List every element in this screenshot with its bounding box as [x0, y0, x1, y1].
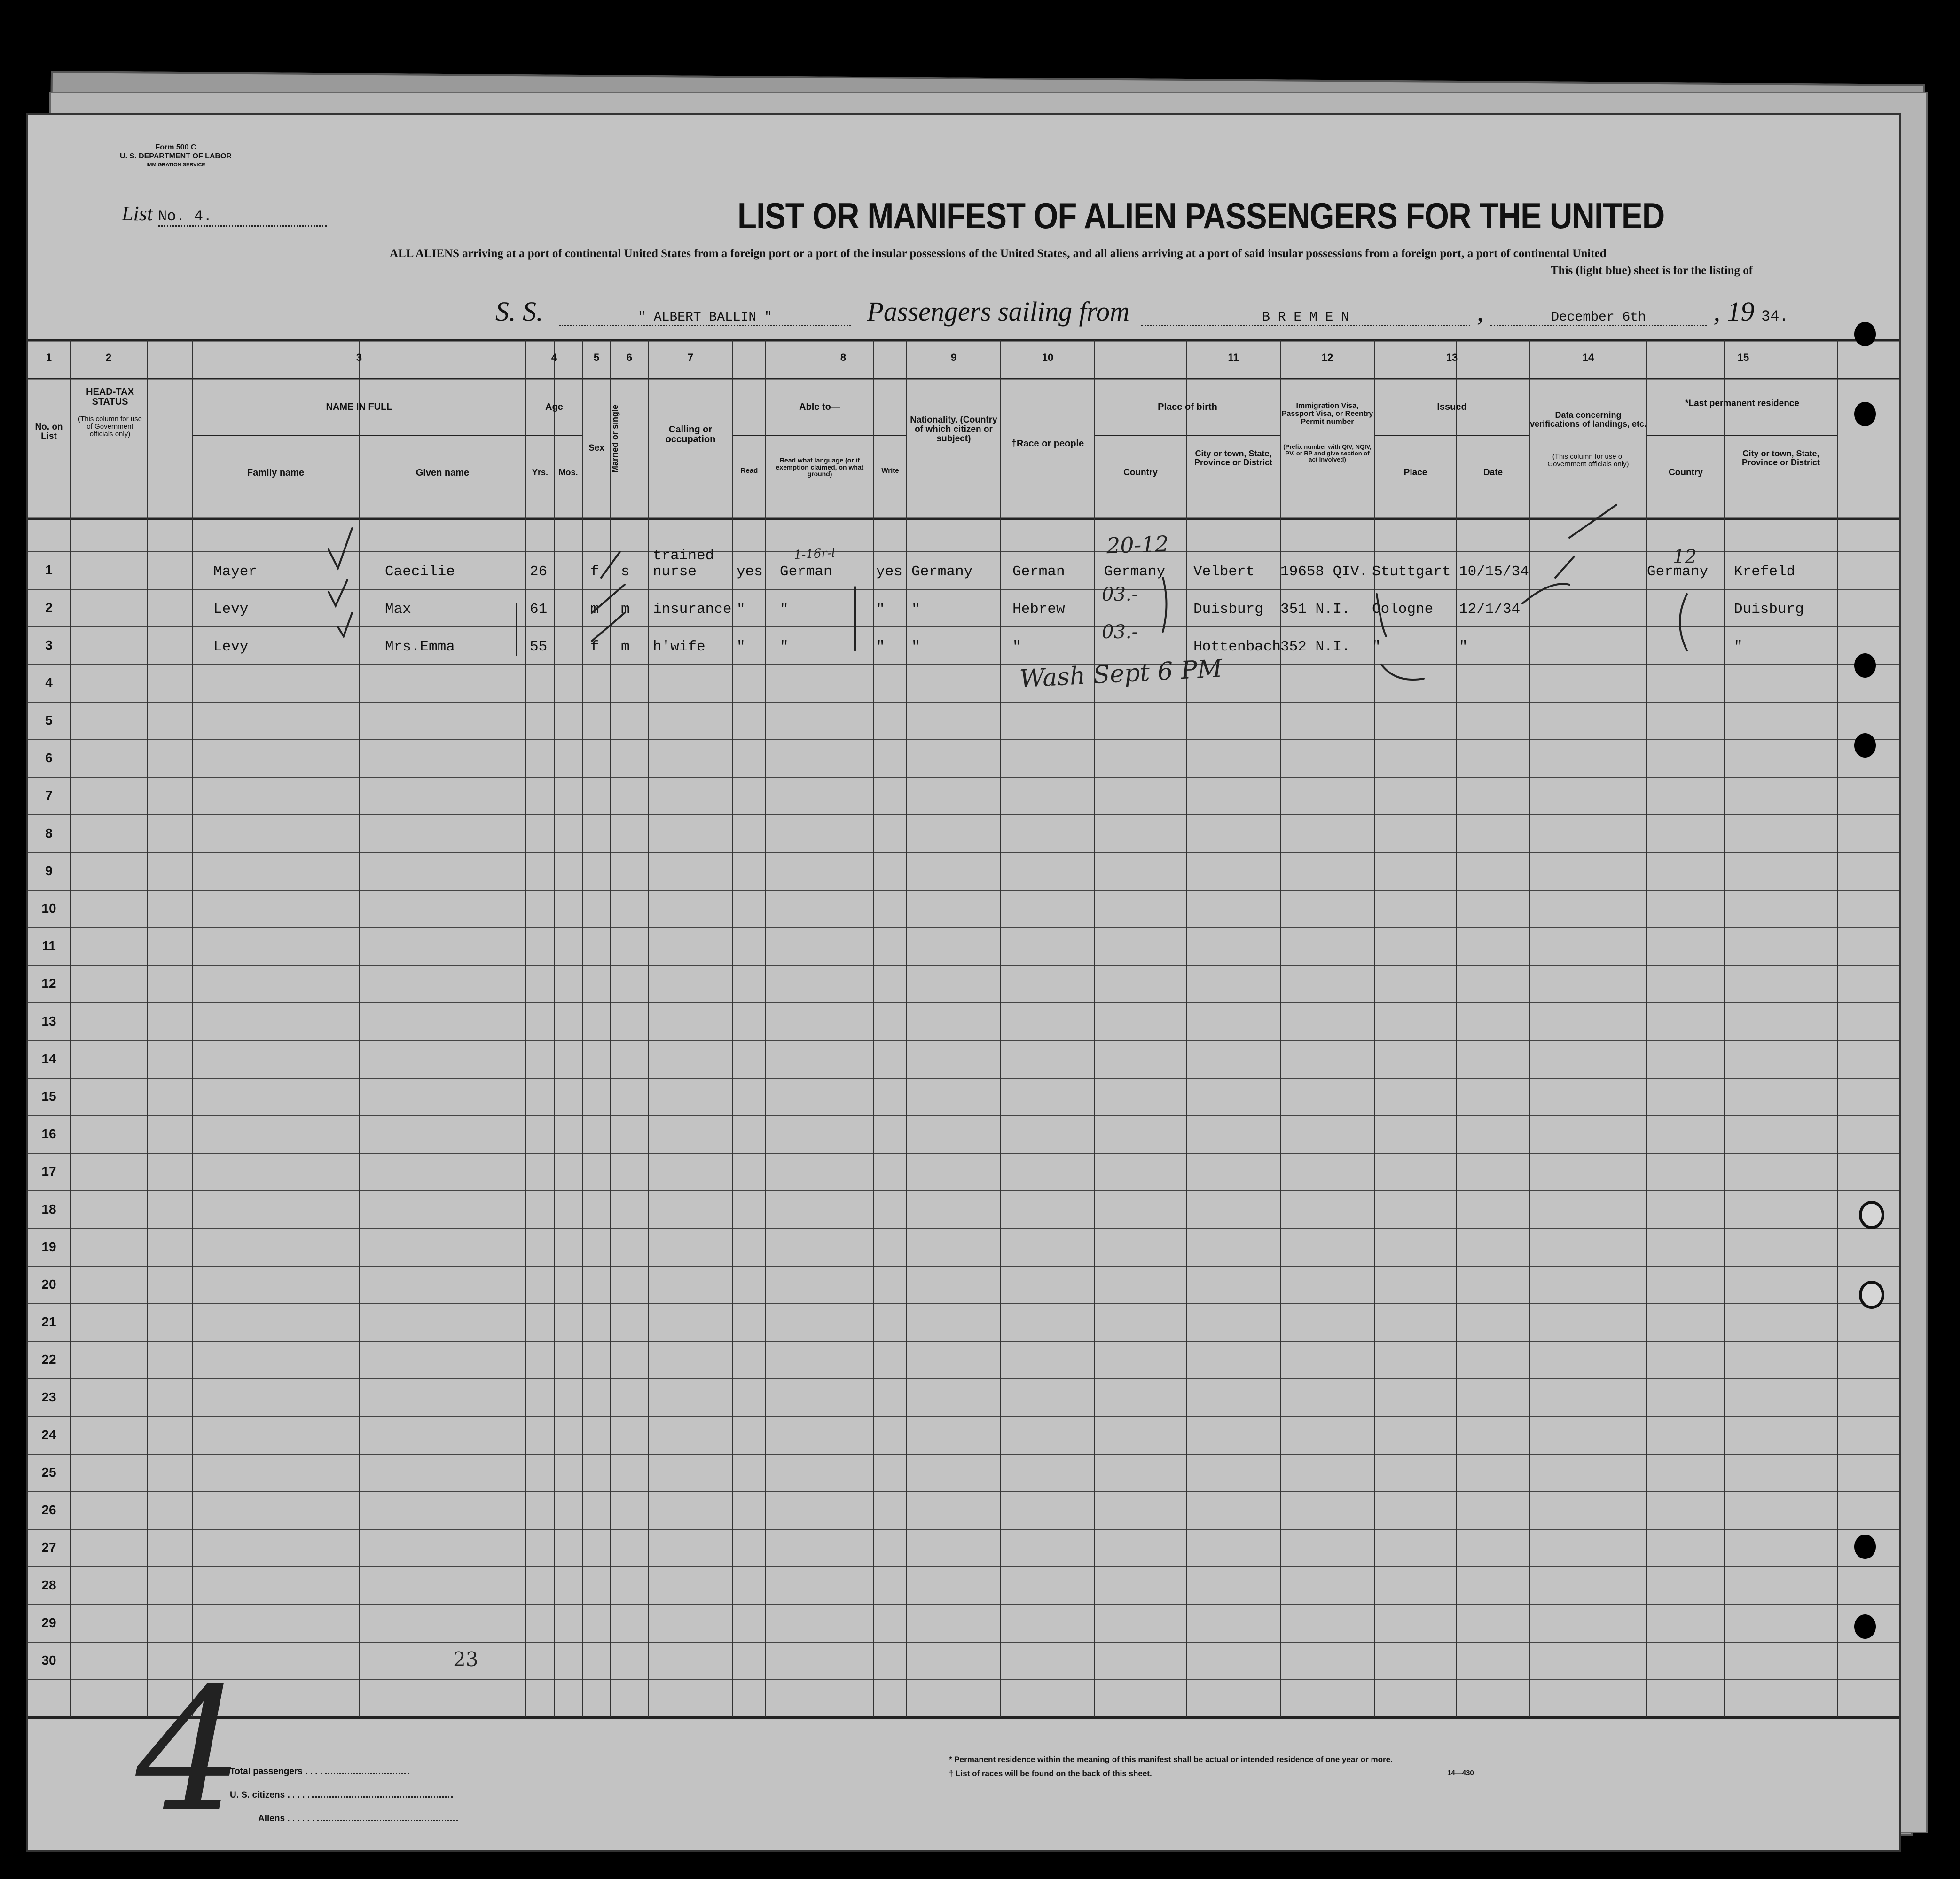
column-number: 7	[687, 352, 694, 363]
cell-family: Levy	[213, 601, 249, 618]
row-number: 13	[41, 1014, 56, 1028]
row-number: 5	[45, 713, 53, 728]
hdr-name-in-full: NAME IN FULL	[326, 402, 392, 412]
footer-note-races: † List of races will be found on the back of this sheet.	[949, 1769, 1152, 1778]
cell-read: yes	[737, 564, 763, 580]
row-number: 9	[45, 863, 53, 878]
hdr-res-country: Country	[1669, 468, 1703, 478]
column-number: 8	[840, 352, 847, 363]
row-number: 4	[45, 675, 53, 690]
column-number: 3	[356, 352, 362, 363]
hdr-married: Married or single	[610, 404, 620, 473]
ship-line: S. S. " ALBERT BALLIN " Passengers sailing from B R E M E N , December 6th , 19 34.	[495, 296, 1788, 327]
list-number: No. 4.	[158, 208, 327, 227]
cell-family: Levy	[213, 639, 249, 655]
handwritten-marks	[28, 115, 1899, 1850]
cell-married: m	[621, 601, 630, 618]
row-number: 2	[45, 600, 53, 615]
hdr-visa: Immigration Visa, Passport Visa, or Reentry Permit number	[1281, 402, 1373, 426]
cell-visa: 352 N.I.	[1280, 639, 1350, 655]
cell-given: Max	[385, 601, 411, 618]
row-number: 17	[41, 1164, 56, 1179]
handwritten-language-note: 1-16r-l	[793, 546, 836, 563]
hdr-write: Write	[881, 467, 899, 475]
hdr-issued-date: Date	[1483, 468, 1503, 478]
hdr-able-to: Able to—	[799, 402, 840, 412]
cell-res-city: Krefeld	[1734, 564, 1795, 580]
binder-hole	[1854, 733, 1876, 758]
cell-occupation: insurance	[653, 601, 732, 618]
cell-married: m	[621, 639, 630, 655]
cell-res-city: Duisburg	[1734, 601, 1804, 618]
cell-birth-city: Hottenbach	[1193, 639, 1281, 655]
binder-hole	[1854, 1535, 1876, 1559]
footer-note-residence: * Permanent residence within the meaning of this manifest shall be actual or intended residence of one year or more.	[949, 1755, 1393, 1764]
cell-read: "	[737, 639, 745, 655]
hdr-given-name: Given name	[416, 468, 470, 478]
footer-aliens: Aliens . . . . . .	[258, 1814, 458, 1824]
cell-age: 55	[530, 639, 548, 655]
sailing-date: December 6th	[1490, 310, 1707, 326]
cell-visa: 351 N.I.	[1280, 601, 1350, 618]
check-mark-row-1	[329, 528, 352, 568]
cell-issued-place: Cologne	[1372, 601, 1434, 618]
column-number: 15	[1737, 352, 1749, 363]
binder-hole	[1854, 322, 1876, 346]
binder-hole	[1854, 1614, 1876, 1639]
hdr-last-residence: *Last permanent residence	[1685, 399, 1799, 408]
hdr-read-what: Read what language (or if exemption claimed, on what ground)	[776, 456, 864, 478]
row-number: 28	[41, 1578, 56, 1592]
row-number: 30	[41, 1653, 56, 1668]
column-number: 11	[1228, 352, 1239, 363]
cell-issued-date: 12/1/34	[1459, 601, 1521, 618]
cell-given: Caecilie	[385, 564, 455, 580]
page-title: LIST OR MANIFEST OF ALIEN PASSENGERS FOR THE UNITED	[737, 195, 1665, 236]
hdr-res-city: City or town, State, Province or District	[1741, 449, 1820, 467]
binder-hole	[1854, 653, 1876, 678]
cell-language: German	[780, 564, 832, 580]
column-number: 12	[1321, 352, 1333, 363]
cell-nationality: "	[911, 639, 920, 655]
cell-write: "	[876, 639, 885, 655]
hdr-issued: Issued	[1437, 402, 1467, 412]
cell-language: "	[780, 639, 789, 655]
cell-write: yes	[876, 564, 902, 580]
cell-race: German	[1012, 564, 1065, 580]
sailing-label: Passengers sailing from	[867, 296, 1130, 327]
row-number: 16	[41, 1127, 56, 1141]
column-number: 2	[105, 352, 112, 363]
subtitle-line-1: ALL ALIENS arriving at a port of continental United States from a foreign port or a port of the insular possessions of the United States, and all aliens arriving at a port of said insular possessions from a foreign port, a port of continental United	[390, 247, 1607, 260]
row-number: 18	[41, 1202, 56, 1216]
binder-hole-empty	[1859, 1201, 1884, 1229]
service: IMMIGRATION SERVICE	[146, 162, 205, 168]
hdr-verifications: Data concerning verifications of landings, etc.	[1529, 410, 1647, 429]
cell-write: "	[876, 601, 885, 618]
column-number: 9	[950, 352, 957, 363]
form-number: Form 500 C	[155, 143, 196, 151]
cell-age: 61	[530, 601, 548, 618]
column-number: 1	[46, 352, 52, 363]
hdr-sex: Sex	[588, 443, 604, 453]
row-number: 6	[45, 751, 53, 765]
handwritten-birth-note: 20-12	[1106, 531, 1169, 559]
hdr-verifications-note: (This column for use of Government officials only)	[1547, 453, 1629, 468]
row-number: 12	[41, 976, 56, 991]
cell-read: "	[737, 601, 745, 618]
column-number: 5	[593, 352, 600, 363]
handwritten-big-four: 4	[136, 1652, 244, 1848]
hdr-mos: Mos.	[558, 468, 578, 477]
hdr-head-tax-note: (This column for use of Government officials only)	[78, 415, 142, 438]
row-number: 20	[41, 1277, 56, 1292]
row-number: 10	[41, 901, 56, 916]
row-number: 1	[45, 563, 53, 577]
handwritten-residence-note: 12	[1673, 546, 1697, 568]
hdr-birth-city: City or town, State, Province or District	[1194, 449, 1273, 467]
ship-name: " ALBERT BALLIN "	[559, 310, 851, 326]
cell-race: "	[1012, 639, 1021, 655]
row-number: 7	[45, 788, 53, 803]
column-number: 13	[1446, 352, 1458, 363]
cell-occupation: nurse	[653, 564, 697, 580]
hdr-nationality: Nationality. (Country of which citizen or subject)	[910, 415, 997, 444]
row-number: 23	[41, 1390, 56, 1404]
year-prefix: 19	[1727, 296, 1755, 327]
hdr-visa-note: (Prefix number with QIV, NQIV, PV, or RP and give section of act involved)	[1283, 443, 1372, 463]
column-number: 14	[1582, 352, 1594, 363]
cell-sex: f	[590, 639, 599, 655]
handwritten-mark-row-3: 03.-	[1102, 621, 1138, 643]
footer-form-code: 14—430	[1447, 1769, 1474, 1777]
handwritten-signature: Wash Sept 6 PM	[1019, 654, 1223, 694]
footer-us-citizens: U. S. citizens . . . . .	[230, 1790, 453, 1801]
cell-res-city: "	[1734, 639, 1743, 655]
hdr-family-name: Family name	[247, 468, 305, 478]
binder-hole-empty	[1859, 1281, 1884, 1309]
cell-occupation: h'wife	[653, 639, 706, 655]
row-number: 27	[41, 1540, 56, 1555]
year-suffix: 34.	[1761, 308, 1788, 325]
check-mark-row-2	[329, 580, 347, 606]
hdr-yrs: Yrs.	[532, 468, 549, 477]
hdr-place-of-birth: Place of birth	[1158, 402, 1217, 412]
column-number: 6	[626, 352, 633, 363]
sailing-port: B R E M E N	[1141, 310, 1470, 326]
cell-occupation-line-1: trained	[653, 548, 714, 564]
column-number: 4	[551, 352, 557, 363]
cell-birth-country: Germany	[1104, 564, 1166, 580]
cell-nationality: "	[911, 601, 920, 618]
row-number: 14	[41, 1051, 56, 1066]
check-mark-row-3	[338, 613, 352, 636]
binder-hole	[1854, 402, 1876, 426]
cell-sex: m	[590, 601, 599, 618]
handwritten-mark-row-2: 03.-	[1102, 584, 1138, 605]
hdr-no-on-list: No. on List	[35, 422, 63, 441]
cell-birth-city: Duisburg	[1193, 601, 1263, 618]
row-number: 22	[41, 1352, 56, 1367]
cell-birth-city: Velbert	[1193, 564, 1255, 580]
manifest-sheet	[26, 113, 1901, 1852]
hdr-race: †Race or people	[1011, 438, 1084, 449]
column-number: 10	[1042, 352, 1054, 363]
cell-language: "	[780, 601, 789, 618]
cell-issued-place: Stuttgart	[1372, 564, 1451, 580]
cell-issued-date: "	[1459, 639, 1468, 655]
row-number: 29	[41, 1615, 56, 1630]
hdr-calling: Calling or occupation	[665, 424, 716, 445]
cell-issued-place: "	[1372, 639, 1381, 655]
cell-family: Mayer	[213, 564, 258, 580]
hdr-read: Read	[740, 467, 758, 475]
cell-given: Mrs.Emma	[385, 639, 455, 655]
row-number: 19	[41, 1239, 56, 1254]
hdr-birth-country: Country	[1123, 468, 1158, 478]
row-number: 11	[42, 939, 56, 953]
cell-age: 26	[530, 564, 548, 580]
row-number: 26	[41, 1503, 56, 1517]
row-number: 24	[41, 1427, 56, 1442]
ship-prefix: S. S.	[495, 296, 543, 327]
hdr-issued-place: Place	[1403, 468, 1427, 478]
footer-total-passengers: Total passengers . . . .	[230, 1767, 409, 1777]
row-number: 8	[45, 826, 53, 840]
cell-sex: f	[590, 564, 599, 580]
hdr-head-tax: HEAD-TAX STATUS	[86, 387, 134, 407]
cell-issued-date: 10/15/34	[1459, 564, 1529, 580]
row-number: 3	[45, 638, 53, 652]
department: U. S. DEPARTMENT OF LABOR	[120, 152, 232, 160]
cell-married: s	[621, 564, 630, 580]
row-number: 15	[41, 1089, 56, 1104]
subtitle-line-2: This (light blue) sheet is for the listing of	[1551, 264, 1753, 277]
row-number: 25	[41, 1465, 56, 1480]
hdr-age: Age	[545, 402, 563, 412]
cell-race: Hebrew	[1012, 601, 1065, 618]
page-number: 23	[453, 1648, 478, 1671]
list-label: List	[122, 202, 153, 225]
row-number: 21	[41, 1315, 56, 1329]
cell-res-country: Germany	[1647, 564, 1709, 580]
cell-nationality: Germany	[911, 564, 973, 580]
cell-visa: 19658 QIV.	[1280, 564, 1368, 580]
